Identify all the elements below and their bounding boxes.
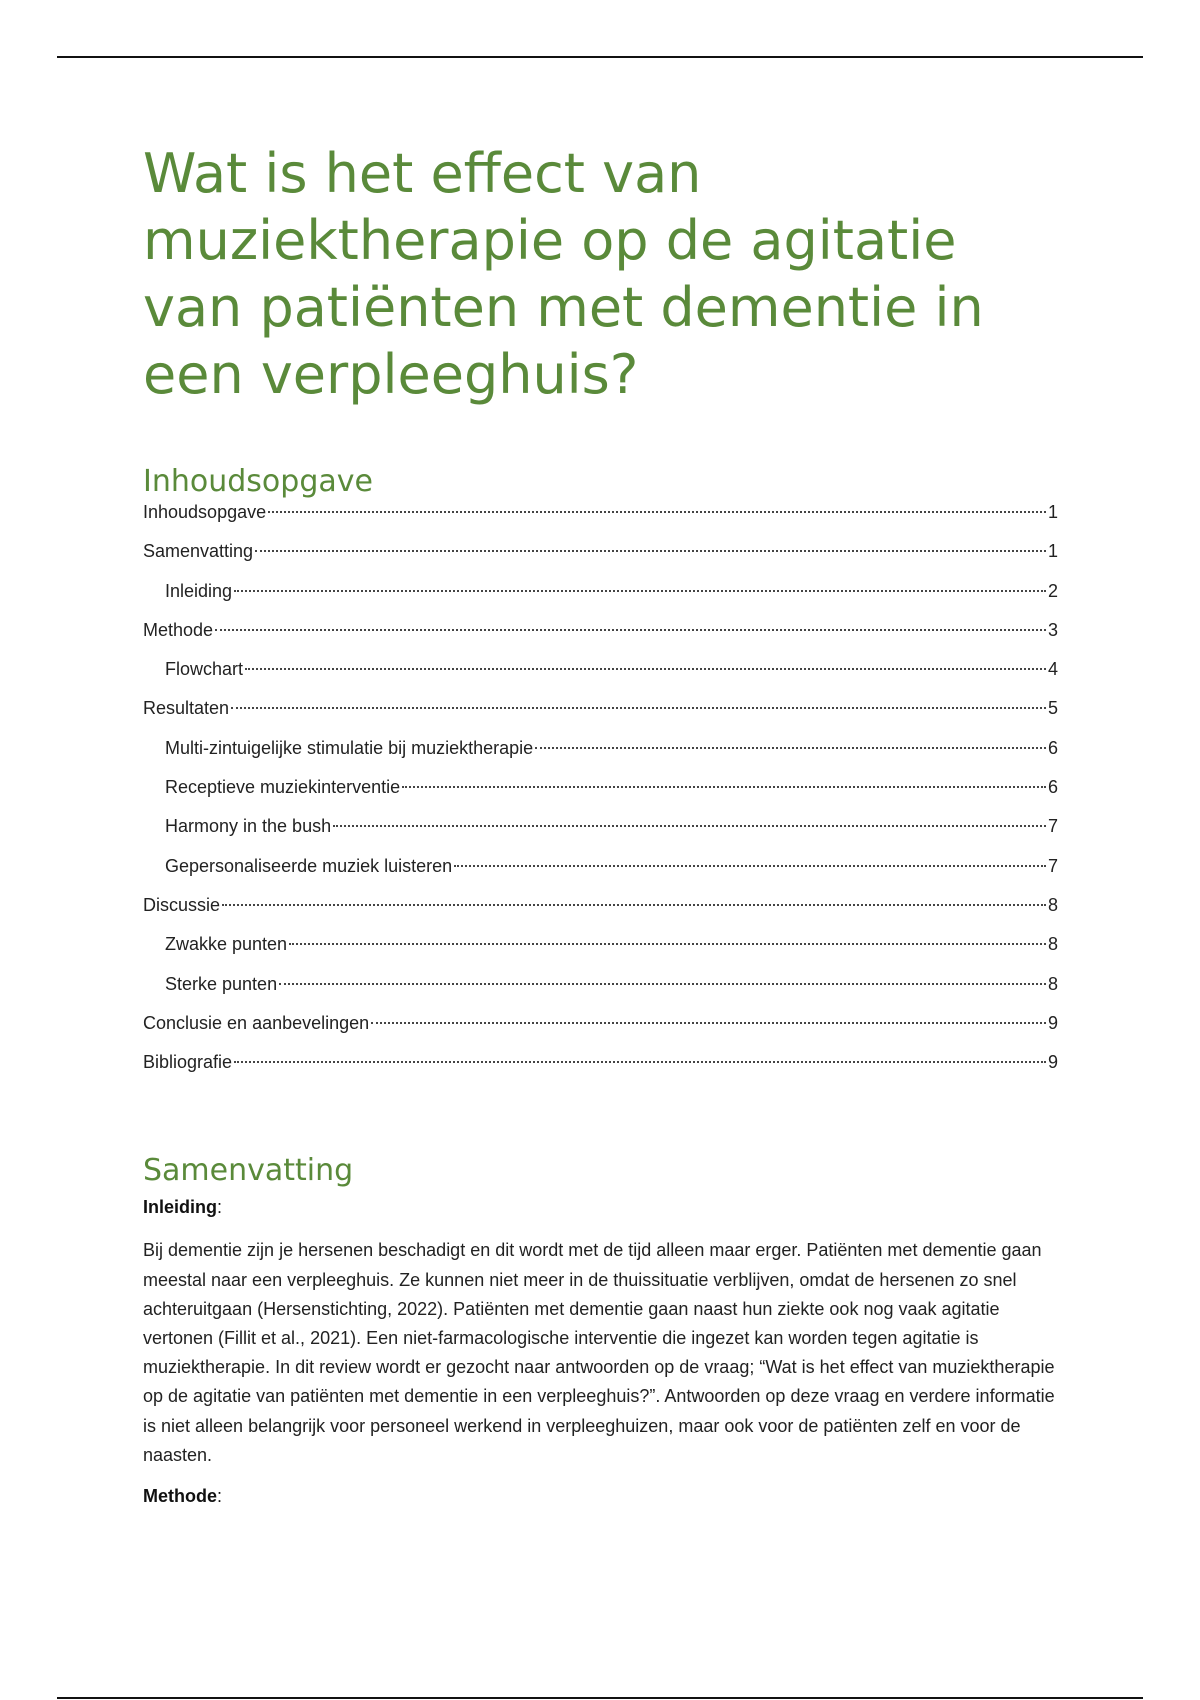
toc-entry[interactable]: [143, 620, 1058, 659]
method-subheading: [143, 1486, 1058, 1507]
toc-entry[interactable]: [143, 738, 1058, 777]
toc-entry[interactable]: [143, 895, 1058, 934]
toc-entry-label: Flowchart: [165, 659, 244, 680]
toc-dot-leader: [402, 786, 1046, 788]
intro-label: Inleiding: [143, 1197, 217, 1218]
table-of-contents: [143, 502, 1058, 1091]
toc-entry[interactable]: [143, 934, 1058, 973]
toc-dot-leader: [245, 668, 1046, 670]
toc-dot-leader: [231, 707, 1046, 709]
toc-entry[interactable]: [143, 1052, 1058, 1091]
toc-entry-label: Sterke punten: [165, 973, 278, 994]
toc-entry-page: 5: [1047, 698, 1058, 719]
toc-entry[interactable]: [143, 856, 1058, 895]
toc-entry-label: Samenvatting: [143, 541, 254, 562]
footer-rule: [57, 1697, 1143, 1699]
intro-colon: :: [217, 1197, 223, 1218]
method-colon: :: [217, 1486, 223, 1507]
toc-entry[interactable]: [143, 698, 1058, 737]
toc-entry-page: 1: [1047, 541, 1058, 562]
toc-entry-page: 3: [1047, 619, 1058, 640]
toc-dot-leader: [222, 904, 1046, 906]
toc-entry[interactable]: [143, 816, 1058, 855]
toc-entry-page: 7: [1047, 816, 1058, 837]
header-rule: [57, 56, 1143, 58]
toc-entry-label: Zwakke punten: [165, 934, 288, 955]
toc-dot-leader: [255, 550, 1046, 552]
toc-dot-leader: [454, 865, 1046, 867]
document-title: Wat is het effect van muziektherapie op de agitatie van patiënten met dementie in een verpleeghuis?: [143, 142, 984, 406]
toc-heading: Inhoudsopgave: [143, 464, 373, 499]
intro-paragraph: Bij dementie zijn je hersenen beschadigt en dit wordt met de tijd alleen maar erger. Patiënten met dementie gaan meestal naar een verpleeghuis. Ze kunnen niet meer in de thuissituatie verblijven, omdat de hersenen zo snel achteruitgaan (Hersenstichting, 2022). Patiënten met dementie gaan naast hun ziekte ook nog vaak agitatie vertonen (Fillit et al., 2021). Een niet-farmacologische interventie die ingezet kan worden tegen agitatie is muziektherapie. In dit review wordt er gezocht naar antwoorden op de vraag; “Wat is het effect van muziektherapie op de agitatie van patiënten met dementie in een verpleeghuis?”. Antwoorden op deze vraag en verdere informatie is niet alleen belangrijk voor personeel werkend in verpleeghuizen, maar ook voor de patiënten zelf en voor de naasten.: [143, 1240, 1055, 1465]
toc-dot-leader: [234, 590, 1046, 592]
intro-subheading: [143, 1197, 1058, 1218]
toc-entry[interactable]: [143, 659, 1058, 698]
toc-entry-label: Gepersonaliseerde muziek luisteren: [165, 855, 453, 876]
toc-entry-label: Discussie: [143, 894, 221, 915]
toc-entry[interactable]: [143, 1013, 1058, 1052]
summary-heading: Samenvatting: [143, 1153, 354, 1189]
toc-entry-label: Conclusie en aanbevelingen: [143, 1012, 370, 1033]
toc-dot-leader: [535, 747, 1046, 749]
toc-entry-label: Resultaten: [143, 698, 230, 719]
toc-entry-label: Multi-zintuigelijke stimulatie bij muziektherapie: [165, 737, 534, 758]
toc-entry-page: 9: [1047, 1052, 1058, 1073]
toc-entry-label: Inleiding: [165, 580, 233, 601]
toc-entry-page: 7: [1047, 855, 1058, 876]
method-label: Methode: [143, 1486, 217, 1507]
toc-entry-page: 2: [1047, 580, 1058, 601]
toc-dot-leader: [371, 1022, 1046, 1024]
toc-entry-page: 4: [1047, 659, 1058, 680]
toc-entry-label: Methode: [143, 619, 214, 640]
toc-dot-leader: [234, 1061, 1046, 1063]
toc-entry-page: 6: [1047, 737, 1058, 758]
toc-entry-label: Inhoudsopgave: [143, 502, 267, 522]
toc-entry-page: 8: [1047, 934, 1058, 955]
toc-dot-leader: [268, 511, 1046, 513]
toc-entry[interactable]: [143, 541, 1058, 580]
toc-entry-page: 1: [1047, 502, 1058, 522]
toc-entry[interactable]: [143, 502, 1058, 541]
toc-entry-label: Receptieve muziekinterventie: [165, 777, 401, 798]
toc-dot-leader: [279, 983, 1046, 985]
toc-entry-page: 8: [1047, 973, 1058, 994]
page-content: [143, 140, 1058, 1507]
toc-dot-leader: [333, 825, 1046, 827]
toc-entry-page: 6: [1047, 777, 1058, 798]
toc-dot-leader: [215, 629, 1046, 631]
toc-entry[interactable]: [143, 974, 1058, 1013]
toc-dot-leader: [289, 943, 1046, 945]
toc-entry[interactable]: [143, 777, 1058, 816]
toc-entry[interactable]: [143, 581, 1058, 620]
toc-entry-page: 9: [1047, 1012, 1058, 1033]
toc-entry-page: 8: [1047, 894, 1058, 915]
toc-entry-label: Bibliografie: [143, 1052, 233, 1073]
toc-entry-label: Harmony in the bush: [165, 816, 332, 837]
